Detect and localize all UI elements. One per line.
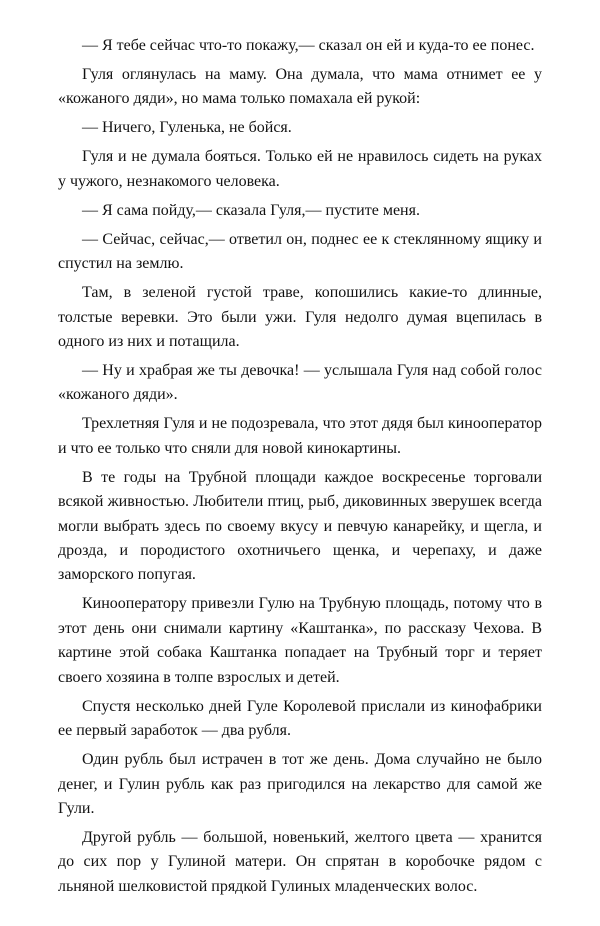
paragraph: Другой рубль — большой, новенький, желтого цвета — хранится до сих пор у Гулиной матери. Он спрятан в коробочке рядом с льняной шелковистой прядкой Гулиных младенческих волос. [58, 828, 542, 895]
page-text [58, 34, 542, 904]
paragraph: Спустя несколько дней Гуле Королевой прислали из кинофабрики ее первый заработок — два рубля. [58, 697, 542, 740]
paragraph: — Я сама пойду,— сказала Гуля,— пустите меня. [82, 201, 420, 219]
paragraph: — Ну и храбрая же ты девочка! — услышала Гуля над собой голос «кожаного дяди». [58, 362, 542, 404]
paragraph: В те годы на Трубной площади каждое воскресенье торговали всякой живностью. Любители птиц, рыб, диковинных зверушек всегда могли выбрать здесь по своему вкусу и певчую канарейку, и щегла, и дрозда, и породистого охотничьего щенка, и черепаху, и даже заморского попугая. [58, 468, 542, 584]
paragraph: — Сейчас, сейчас,— ответил он, поднес ее к стеклянному ящику и спустил на землю. [58, 230, 542, 273]
paragraph: — Я тебе сейчас что-то покажу,— сказал он ей и куда-то ее понес. [82, 37, 535, 54]
paragraph: Гуля и не думала бояться. Только ей не нравилось сидеть на руках у чужого, незнакомого человека. [58, 148, 542, 190]
paragraph: Кинооператору привезли Гулю на Трубную площадь, потому что в этот день они снимали картину «Каштанка», по рассказу Чехова. В картине этой собака Каштанка попадает на Трубный торг и теряет своего хозяина в толпе взрослых и детей. [58, 595, 542, 686]
paragraph: Трехлетняя Гуля и не подозревала, что этот дядя был кинооператор и что ее только что сняли для новой кинокартины. [58, 415, 542, 457]
paragraph: Гуля оглянулась на маму. Она думала, что мама отнимет ее у «кожаного дяди», но мама только помахала ей рукой: [58, 66, 542, 108]
paragraph: Там, в зеленой густой траве, копошились какие-то длинные, толстые веревки. Это были ужи. Гуля недолго думая вцепилась в одного из них и потащила. [58, 284, 542, 351]
paragraph: — Ничего, Гуленька, не бойся. [82, 119, 292, 137]
paragraph: Один рубль был истрачен в тот же день. Дома случайно не было денег, и Гулин рубль как раз пригодился на лекарство для самой же Гули. [58, 751, 542, 817]
